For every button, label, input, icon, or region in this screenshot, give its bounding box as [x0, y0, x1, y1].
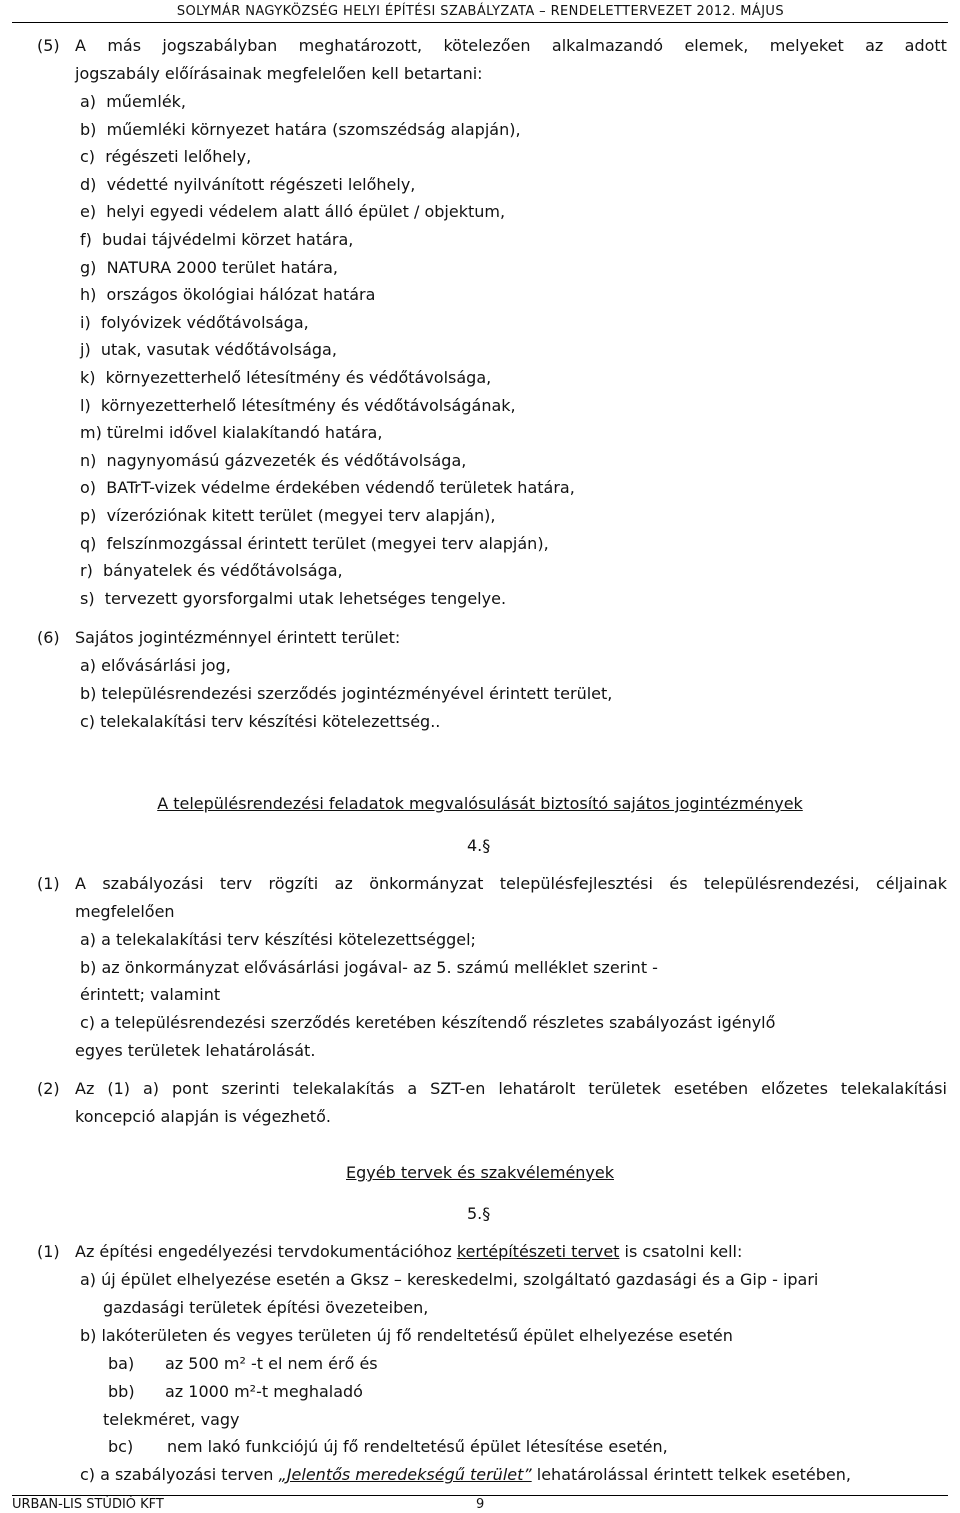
s4-p1-line2: megfelelően	[75, 902, 175, 921]
p5-line1-word: meghatározott,	[298, 36, 423, 55]
p5-list-item: q) felszínmozgással érintett terület (megyei terv alapján),	[80, 534, 549, 553]
s4-p1-line1-word: és	[669, 874, 688, 893]
p5-line1-word: adott	[904, 36, 947, 55]
s4-paragraph-number-2: (2)	[37, 1079, 60, 1098]
p5-line1-word: A	[75, 36, 86, 55]
p5-line1-word: elemek,	[684, 36, 749, 55]
s4-p1-item-c-cont: egyes területek lehatárolását.	[75, 1041, 316, 1060]
p5-list-item: f) budai tájvédelmi körzet határa,	[80, 230, 354, 249]
p6-item-c: c) telekalakítási terv készítési kötelezettség..	[80, 712, 441, 731]
s5-paragraph-number-1: (1)	[37, 1242, 60, 1261]
s5-item-c	[80, 1465, 851, 1485]
section5-number: 5.§	[467, 1204, 491, 1223]
p5-list-item: c) régészeti lelőhely,	[80, 147, 252, 166]
p5-line1-word: melyeket	[769, 36, 844, 55]
s4-p1-line1-word: A	[75, 874, 86, 893]
s5-p1-text-emph: kertépítészeti tervet	[456, 1242, 620, 1261]
p5-list-item: a) műemlék,	[80, 92, 187, 111]
p5-list-item: i) folyóvizek védőtávolsága,	[80, 313, 309, 332]
section5-title-wrap	[0, 1163, 960, 1183]
s5-p1-line1	[75, 1242, 742, 1262]
s4-p2-line1-word: esetében	[673, 1079, 749, 1098]
s4-p1-item-c: c) a településrendezési szerződés keretében készítendő részletes szabályozást igénylő	[80, 1013, 776, 1032]
p6-item-a: a) elővásárlási jog,	[80, 656, 231, 675]
s4-p2-line2: koncepció alapján is végezhető.	[75, 1107, 331, 1126]
s4-p2-line1	[75, 1079, 947, 1099]
s4-p2-line1-word: telekalakítás	[292, 1079, 395, 1098]
p5-list-item: e) helyi egyedi védelem alatt álló épület / objektum,	[80, 202, 506, 221]
s5-p1-text-post: is csatolni kell:	[619, 1242, 743, 1261]
p5-list-item: b) műemléki környezet határa (szomszédság alapján),	[80, 120, 521, 139]
p5-line1-word: alkalmazandó	[551, 36, 664, 55]
s4-p1-line1-word: céljainak	[875, 874, 947, 893]
section4-title-wrap	[0, 794, 960, 814]
s5-subitem-ba-label: ba)	[108, 1354, 135, 1373]
s4-p1-line1-word: településfejlesztési	[499, 874, 653, 893]
s5-item-c-pre: c) a szabályozási terven	[80, 1465, 279, 1484]
s4-p1-item-a: a) a telekalakítási terv készítési kötelezettséggel;	[80, 930, 476, 949]
s4-p1-line1-word: településrendezési,	[703, 874, 860, 893]
p5-list-item: r) bányatelek és védőtávolsága,	[80, 561, 343, 580]
paragraph-number-5: (5)	[37, 36, 60, 55]
s4-p1-line1	[75, 874, 947, 894]
section5-title: Egyéb tervek és szakvélemények	[346, 1163, 614, 1182]
p5-list-item: m) türelmi idővel kialakítandó határa,	[80, 423, 383, 442]
p5-line2: jogszabály előírásainak megfelelően kell betartani:	[75, 64, 483, 83]
s4-p1-line1-word: önkormányzat	[369, 874, 484, 893]
p5-list-item: s) tervezett gyorsforgalmi utak lehetséges tengelye.	[80, 589, 507, 608]
p5-list-item: g) NATURA 2000 terület határa,	[80, 258, 339, 277]
section4-title: A településrendezési feladatok megvalósulását biztosító sajátos jogintézmények	[157, 794, 803, 813]
p5-list-item: n) nagynyomású gázvezeték és védőtávolsága,	[80, 451, 467, 470]
s4-p2-line1-word: SZT-en	[430, 1079, 486, 1098]
s5-item-b: b) lakóterületen és vegyes területen új fő rendeltetésű épület elhelyezése esetén	[80, 1326, 733, 1345]
s4-p2-line1-word: lehatárolt	[498, 1079, 576, 1098]
s4-p1-line1-word: rögzíti	[268, 874, 319, 893]
s4-p1-item-b-cont: érintett; valamint	[80, 985, 221, 1004]
s4-p2-line1-word: területek	[588, 1079, 661, 1098]
s4-p2-line1-word: szerinti	[221, 1079, 280, 1098]
s5-subitem-bc-label: bc)	[108, 1437, 134, 1456]
s4-p2-line1-word: előzetes	[761, 1079, 828, 1098]
p5-list-item: o) BATrT-vizek védelme érdekében védendő területek határa,	[80, 478, 575, 497]
p5-line1	[75, 36, 947, 56]
s4-p2-line1-word: telekalakítási	[840, 1079, 947, 1098]
p5-list-item: d) védetté nyilvánított régészeti lelőhely,	[80, 175, 416, 194]
s4-p2-line1-word: Az	[75, 1079, 95, 1098]
s5-p1-text-pre: Az építési engedélyezési tervdokumentációhoz	[75, 1242, 457, 1261]
section4-number: 4.§	[467, 836, 491, 855]
s4-p1-line1-word: az	[334, 874, 353, 893]
p5-line1-word: jogszabályban	[162, 36, 278, 55]
p6-line1: Sajátos jogintézménnyel érintett terület:	[75, 628, 401, 647]
s5-item-a-cont: gazdasági területek építési övezeteiben,	[103, 1298, 429, 1317]
p5-list-item: j) utak, vasutak védőtávolsága,	[80, 340, 337, 359]
s4-p1-line1-word: szabályozási	[102, 874, 204, 893]
p5-line1-word: az	[865, 36, 884, 55]
s4-p2-line1-word: a)	[142, 1079, 160, 1098]
footer-rule	[12, 1495, 948, 1496]
p6-item-b: b) településrendezési szerződés jogintézményével érintett terület,	[80, 684, 613, 703]
s4-paragraph-number-1: (1)	[37, 874, 60, 893]
s4-p1-line1-word: terv	[219, 874, 253, 893]
header-rule	[12, 22, 948, 23]
p5-list-item: h) országos ökológiai hálózat határa	[80, 285, 376, 304]
s5-item-b-tail: telekméret, vagy	[103, 1410, 240, 1429]
s5-subitem-bb-label: bb)	[108, 1382, 135, 1401]
s5-subitem-ba-text: az 500 m² -t el nem érő és	[165, 1354, 378, 1373]
s4-p1-item-b: b) az önkormányzat elővásárlási jogával- az 5. számú melléklet szerint -	[80, 958, 658, 977]
s5-item-c-emph: „Jelentős meredekségű terület”	[278, 1465, 532, 1484]
running-header: SOLYMÁR NAGYKÖZSÉG HELYI ÉPÍTÉSI SZABÁLYZATA – RENDELETTERVEZET 2012. MÁJUS	[176, 4, 784, 19]
s5-subitem-bb-text: az 1000 m²-t meghaladó	[165, 1382, 363, 1401]
p5-list-item: p) vízeróziónak kitett terület (megyei terv alapján),	[80, 506, 496, 525]
s5-subitem-bc-text: nem lakó funkciójú új fő rendeltetésű épület létesítése esetén,	[167, 1437, 668, 1456]
paragraph-number-6: (6)	[37, 628, 60, 647]
p5-line1-word: kötelezően	[443, 36, 531, 55]
p5-line1-word: más	[107, 36, 142, 55]
s4-p2-line1-word: a	[407, 1079, 418, 1098]
s5-item-c-post: lehatárolással érintett telkek esetében,	[531, 1465, 851, 1484]
s5-item-a: a) új épület elhelyezése esetén a Gksz – kereskedelmi, szolgáltató gazdasági és a Gip - ipari	[80, 1270, 819, 1289]
s4-p2-line1-word: pont	[172, 1079, 209, 1098]
p5-list-item: k) környezetterhelő létesítmény és védőtávolsága,	[80, 368, 492, 387]
page-number: 9	[476, 1497, 485, 1512]
s4-p2-line1-word: (1)	[107, 1079, 130, 1098]
p5-list-item: l) környezetterhelő létesítmény és védőtávolságának,	[80, 396, 516, 415]
footer-company: URBAN-LIS STÚDIÓ KFT	[12, 1497, 164, 1512]
